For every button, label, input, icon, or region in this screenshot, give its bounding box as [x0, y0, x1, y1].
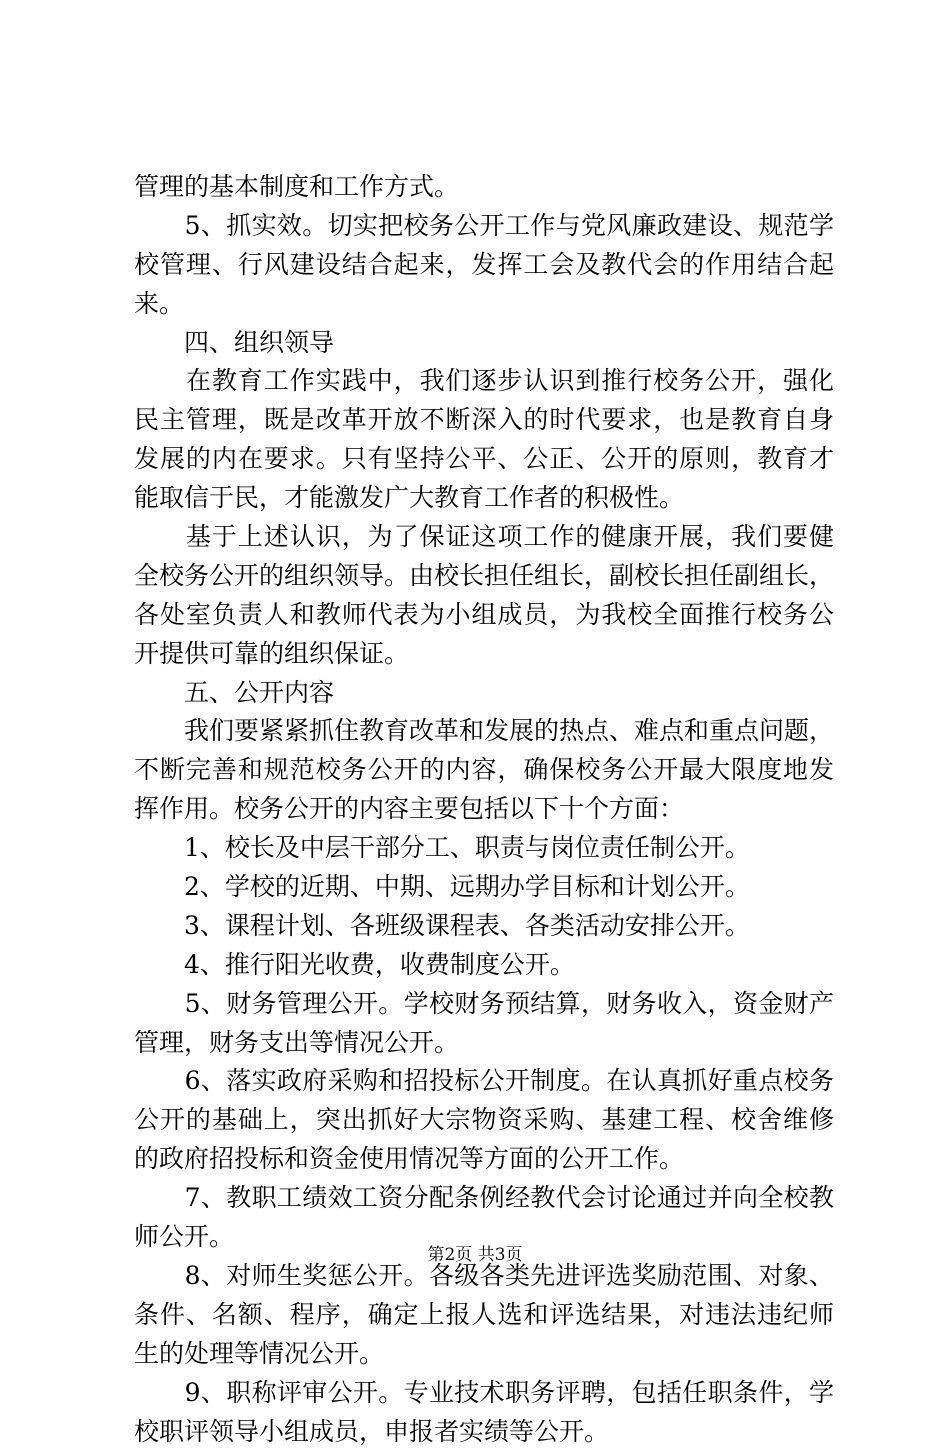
page-footer: 第2页 共3页: [0, 1240, 950, 1265]
text-line: 校职评领导小组成员，申报者实绩等公开。: [134, 1413, 834, 1451]
text-line: 7、教职工绩效工资分配条例经教代会讨论通过并向全校教: [134, 1179, 834, 1218]
text-line: 的政府招投标和资金使用情况等方面的公开工作。: [134, 1140, 834, 1179]
text-line: 来。: [134, 285, 834, 324]
text-line: 开提供可靠的组织保证。: [134, 635, 834, 674]
text-line: 发展的内在要求。只有坚持公平、公正、公开的原则，教育才: [134, 440, 834, 479]
text-line: 能取信于民，才能激发广大教育工作者的积极性。: [134, 479, 834, 518]
text-line: 8、对师生奖惩公开。各级各类先进评选奖励范围、对象、: [134, 1257, 834, 1296]
text-line: 生的处理等情况公开。: [134, 1335, 834, 1374]
text-line: 管理的基本制度和工作方式。: [134, 168, 834, 207]
text-line: 基于上述认识，为了保证这项工作的健康开展，我们要健: [134, 518, 834, 557]
text-line: 条件、名额、程序，确定上报人选和评选结果，对违法违纪师: [134, 1296, 834, 1335]
text-line: 四、组织领导: [134, 324, 834, 363]
text-line: 5、财务管理公开。学校财务预结算，财务收入，资金财产: [134, 985, 834, 1024]
text-line: 2、学校的近期、中期、远期办学目标和计划公开。: [134, 868, 834, 907]
text-line: 9、职称评审公开。专业技术职务评聘，包括任职条件，学: [134, 1374, 834, 1413]
text-line: 全校务公开的组织领导。由校长担任组长，副校长担任副组长，: [134, 557, 834, 596]
text-line: 3、课程计划、各班级课程表、各类活动安排公开。: [134, 907, 834, 946]
text-line: 五、公开内容: [134, 674, 834, 713]
text-line: 不断完善和规范校务公开的内容，确保校务公开最大限度地发: [134, 751, 834, 790]
text-line: 5、抓实效。切实把校务公开工作与党风廉政建设、规范学: [134, 207, 834, 246]
text-line: 6、落实政府采购和招投标公开制度。在认真抓好重点校务: [134, 1062, 834, 1101]
text-line: 师公开。: [134, 1218, 834, 1257]
text-line: 4、推行阳光收费，收费制度公开。: [134, 946, 834, 985]
text-line: 管理，财务支出等情况公开。: [134, 1024, 834, 1063]
text-line: 1、校长及中层干部分工、职责与岗位责任制公开。: [134, 829, 834, 868]
text-line: 校管理、行风建设结合起来，发挥工会及教代会的作用结合起: [134, 246, 834, 285]
text-line: 我们要紧紧抓住教育改革和发展的热点、难点和重点问题，: [134, 712, 834, 751]
text-line: 在教育工作实践中，我们逐步认识到推行校务公开，强化: [134, 362, 834, 401]
text-line: 各处室负责人和教师代表为小组成员，为我校全面推行校务公: [134, 596, 834, 635]
text-line: 民主管理，既是改革开放不断深入的时代要求，也是教育自身: [134, 401, 834, 440]
text-line: 挥作用。校务公开的内容主要包括以下十个方面：: [134, 790, 834, 829]
text-line: 公开的基础上，突出抓好大宗物资采购、基建工程、校舍维修: [134, 1101, 834, 1140]
